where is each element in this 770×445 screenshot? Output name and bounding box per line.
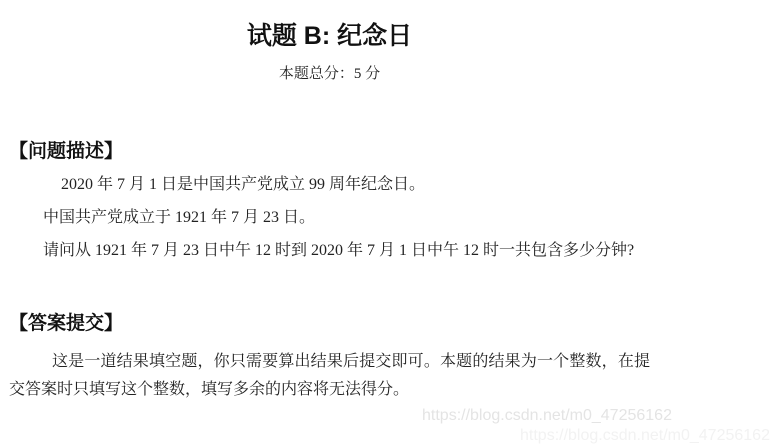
csdn-watermark-url: https://blog.csdn.net/m0_47256162 [422,407,672,424]
paragraph: 中国共产党成立于 1921 年 7 月 23 日。 [43,209,316,226]
csdn-watermark-url-partial: https://blog.csdn.net/m0_47256162 [520,427,770,444]
page-title: 试题 B: 纪念日 [246,22,413,50]
paragraph: 2020 年 7 月 1 日是中国共产党成立 99 周年纪念日。 [61,176,426,193]
paragraph: 这是一道结果填空题，你只需要算出结果后提交即可。本题的结果为一个整数，在提交答案时只填写这个整数，填写多余的内容将无法得分。 [9,353,650,398]
section-heading-answer-submission: 【答案提交】 [9,313,124,334]
answer-submission-section [9,348,650,409]
paragraph: 请问从 1921 年 7 月 23 日中午 12 时到 2020 年 7 月 1 日中午 12 时一共包含多少分钟? [43,242,635,259]
problem-description-section [9,171,650,270]
section-heading-problem-description: 【问题描述】 [9,141,124,162]
total-score-subtitle: 本题总分：5 分 [278,66,381,82]
